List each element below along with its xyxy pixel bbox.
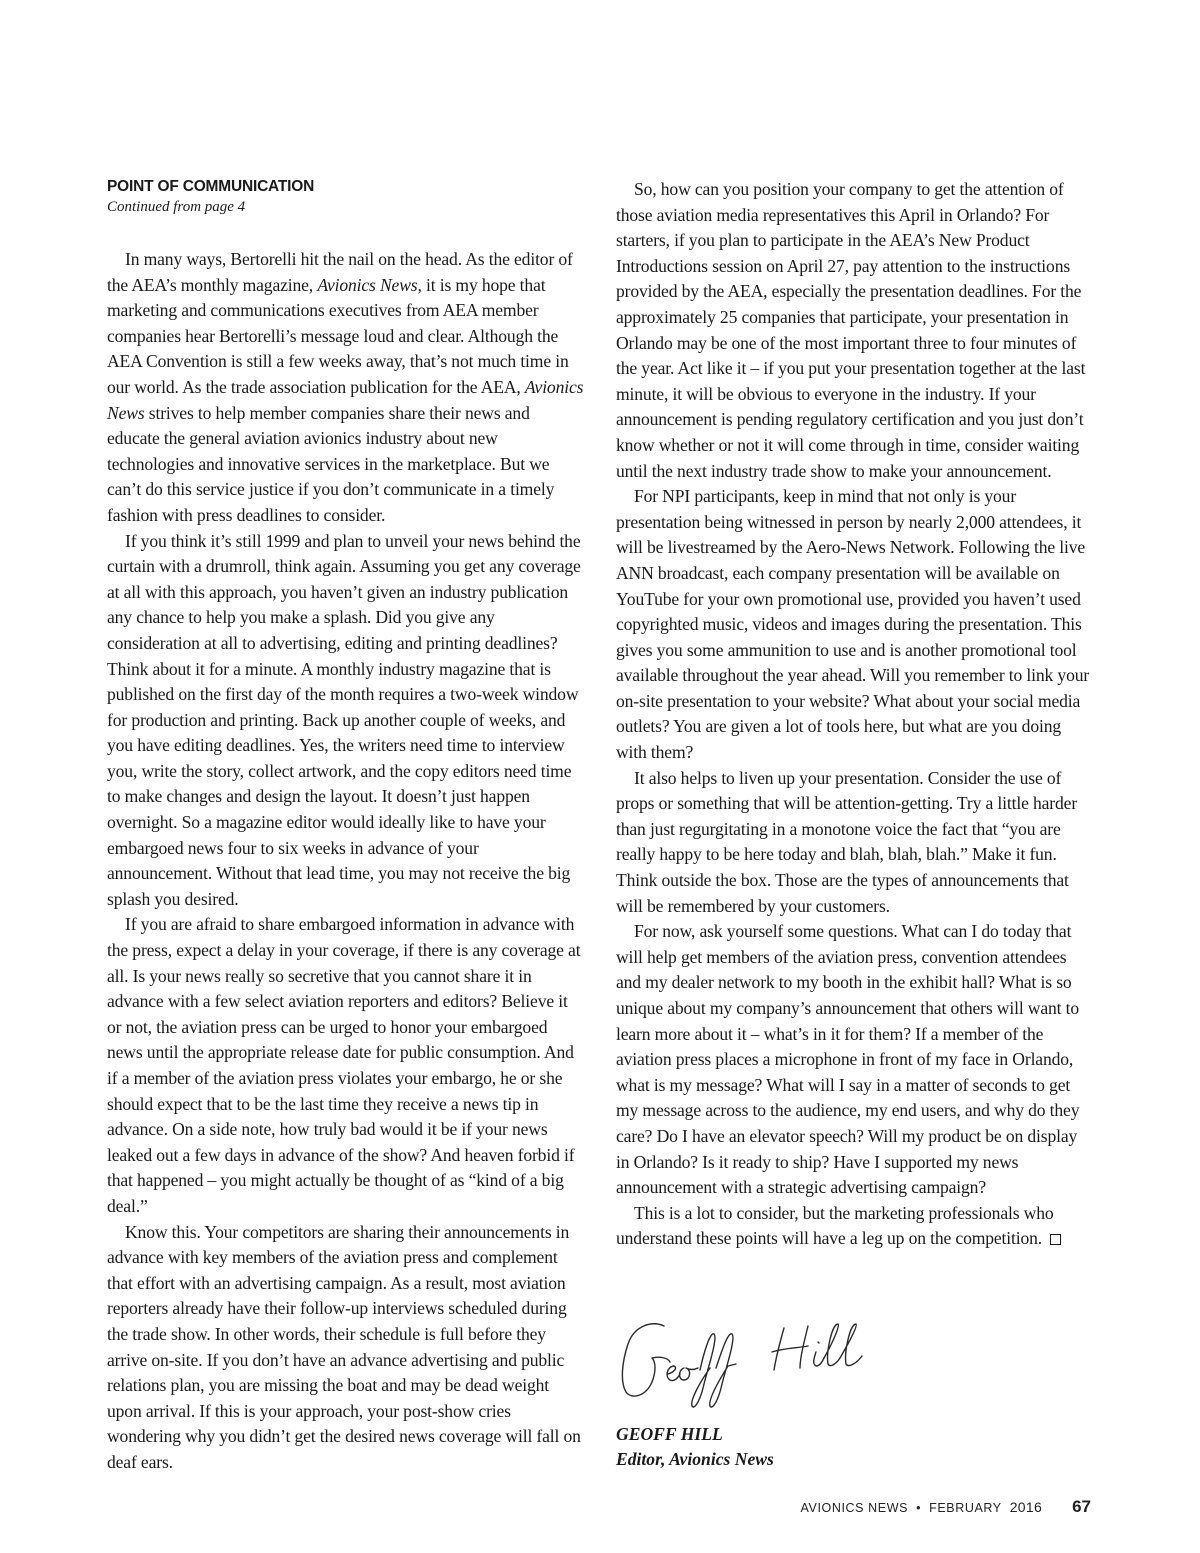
left-column bbox=[107, 177, 585, 1476]
author-name: GEOFF HILL bbox=[616, 1424, 723, 1444]
publication-name: Avionics News bbox=[107, 376, 584, 423]
footer-separator: • bbox=[916, 1501, 922, 1515]
footer-issue-year: 2016 bbox=[1009, 1499, 1043, 1515]
article-paragraph: In many ways, Bertorelli hit the nail on the head. As the editor of the AEA’s monthly magazine, Avionics News, it is my hope that marketing and communications executives from AEA member companies hear Bertorelli’s message loud and clear. Although the AEA Convention is still a few weeks away, that’s not much time in our world. As the trade association publication for the AEA, Avionics News strives to help member companies share their news and educate the general aviation avionics industry about new technologies and innovative services in the marketplace. But we can’t do this service justice if you don’t communicate in a timely fashion with press deadlines to consider. bbox=[107, 249, 584, 525]
page-footer bbox=[801, 1497, 1092, 1517]
article-paragraph: Know this. Your competitors are sharing their announcements in advance with key members of the aviation press and complement that effort with an advertising campaign. As a result, most aviation reporters already have their follow-up interviews scheduled during the trade show. In other words, their schedule is full before they arrive on-site. If you don’t have an advance advertising and public relations plan, you are missing the boat and may be dead weight upon arrival. If this is your approach, your post-show cries wondering why you didn’t get the desired news coverage will fall on deaf ears. bbox=[107, 1221, 581, 1472]
article-paragraph: It also helps to liven up your presentation. Consider the use of props or something that will be attention-getting. Try a little harder than just regurgitating in a monotone voice the fact that “you are really happy to be here today and blah, blah, blah.” Make it fun. Think outside the box. Those are the types of announcements that will be remembered by your customers. bbox=[616, 767, 1078, 916]
article-paragraph: This is a lot to consider, but the marketing professionals who understand these points will have a leg up on the competition. bbox=[616, 1201, 1092, 1252]
section-title: POINT OF COMMUNICATION bbox=[107, 178, 315, 195]
article-paragraph: If you are afraid to share embargoed information in advance with the press, expect a delay in your coverage, if there is any coverage at all. Is your news really so secretive that you cannot share it in advance with a few select aviation reporters and editors? Believe it or not, the aviation press can be urged to honor your embargoed news until the appropriate release date for public consumption. And if a member of the aviation press violates your embargo, he or she should expect that to be the last time they receive a news tip in advance. On a side note, how truly bad would it be if your news leaked out a few days in advance of the show? And heaven forbid if that happened – you might actually be thought of as “kind of a big deal.” bbox=[107, 914, 581, 1216]
right-column bbox=[616, 177, 1092, 1252]
article-paragraph: So, how can you position your company to get the attention of those aviation media representatives this April in Orlando? For starters, if you plan to participate in the AEA’s New Product Introductions session on April 27, pay attention to the instructions provided by the AEA, especially the presentation deadlines. For the approximately 25 companies that participate, your presentation in Orlando may be one of the most important three to four minutes of the year. Act like it – if you put your presentation together at the last minute, it will be obvious to everyone in the industry. If your announcement is pending regulatory certification and you just don’t know whether or not it will come through in time, consider waiting until the next industry trade show to make your announcement. bbox=[616, 179, 1086, 481]
author-title: Editor, Avionics News bbox=[616, 1449, 774, 1469]
handwritten-signature bbox=[612, 1312, 884, 1412]
end-of-article-box-icon bbox=[1050, 1234, 1061, 1245]
article-paragraph: For NPI participants, keep in mind that not only is your presentation being witnessed in person by nearly 2,000 attendees, it will be livestreamed by the Aero-News Network. Following the live ANN broadcast, each company presentation will be available on YouTube for your own promotional use, provided you haven’t used copyrighted music, videos and images during the presentation. This gives you some ammunition to use and is another promotional tool available throughout the year ahead. Will you remember to link your on-site presentation to your website? What about your social media outlets? You are given a lot of tools here, but what are you doing with them? bbox=[616, 486, 1090, 763]
publication-name: Avionics News bbox=[317, 274, 418, 295]
footer-issue-month: FEBRUARY bbox=[929, 1501, 1002, 1515]
article-paragraph: If you think it’s still 1999 and plan to unveil your news behind the curtain with a drumroll, think again. Assuming you get any coverage at all with this approach, you haven’t given an industry publication any chance to help you make a splash. Did you give any consideration at all to advertising, editing and printing deadlines? Think about it for a minute. A monthly industry magazine that is published on the first day of the month requires a two-week window for production and printing. Back up another couple of weeks, and you have editing deadlines. Yes, the writers need time to interview you, write the story, collect artwork, and the copy editors need time to make changes and design the layout. It doesn’t just happen overnight. So a magazine editor would ideally like to have your embargoed news four to six weeks in advance of your announcement. Without that lead time, you may not receive the big splash you desired. bbox=[107, 530, 581, 909]
footer-publication: AVIONICS NEWS bbox=[800, 1501, 909, 1515]
page-number: 67 bbox=[1072, 1497, 1091, 1516]
article-paragraph: For now, ask yourself some questions. What can I do today that will help get members of the aviation press, convention attendees and my dealer network to my booth in the exhibit hall? What is so unique about my company’s announcement that others will want to learn more about it – what’s in it for them? If a member of the aviation press places a microphone in front of my face in Orlando, what is my message? What will I say in a matter of seconds to get my message across to the audience, my end users, and why do they care? Do I have an elevator speech? Will my product be on display in Orlando? Is it ready to ship? Have I supported my news announcement with a strategic advertising campaign? bbox=[616, 921, 1080, 1198]
continued-note: Continued from page 4 bbox=[107, 199, 246, 215]
